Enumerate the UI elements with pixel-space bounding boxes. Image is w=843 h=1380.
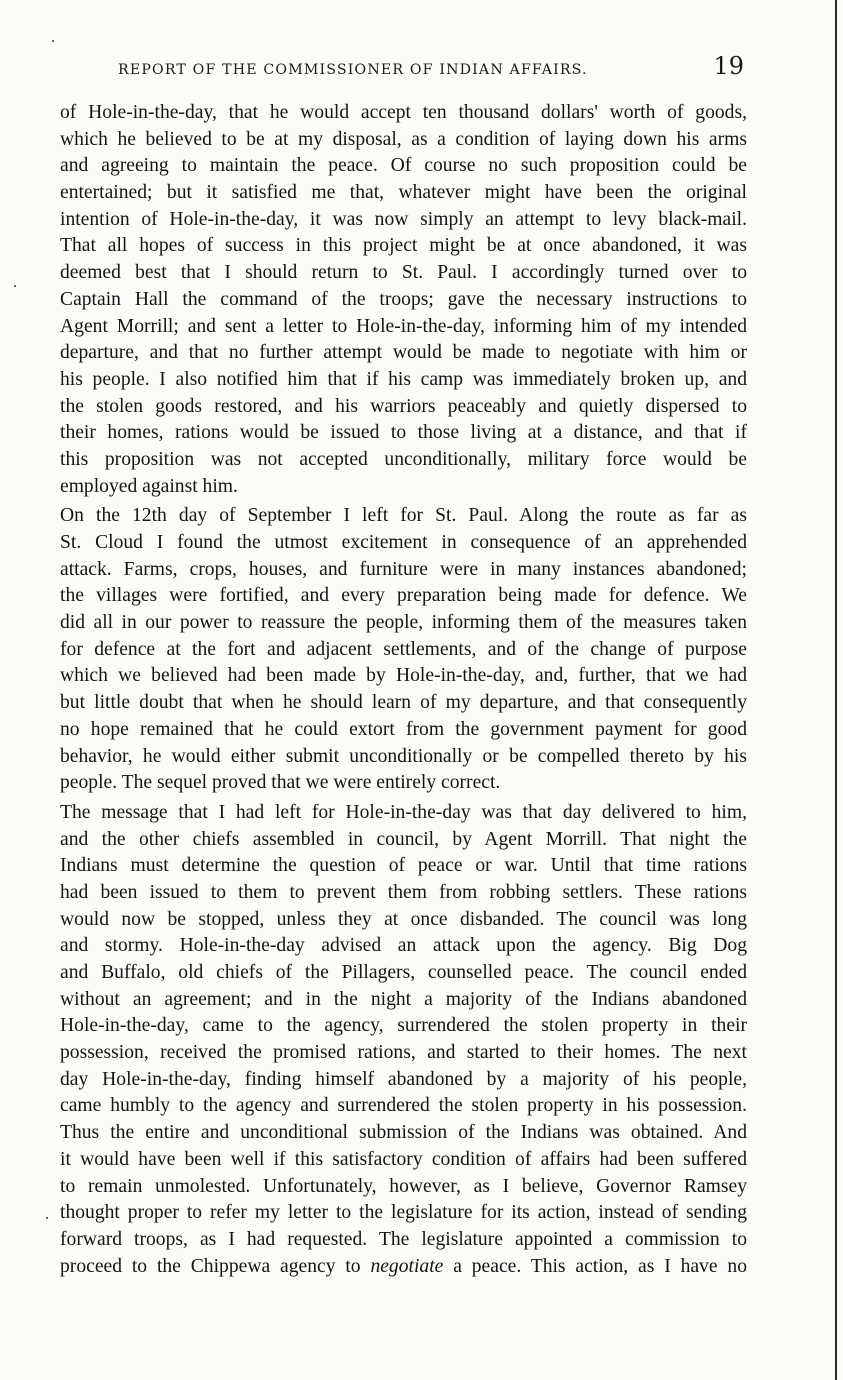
text-line: behavior, he would either submit unconditionally or be compelled thereto by his [60, 745, 747, 767]
text-line: and stormy. Hole-in-the-day advised an attack upon the agency. Big Dog [60, 935, 747, 957]
text-line: their homes, rations would be issued to those living at a distance, and that if [60, 422, 747, 444]
text-line: but little doubt that when he should learn of my departure, and that consequently [60, 692, 747, 714]
text-line: which we believed had been made by Hole-in-the-day, and, further, that we had [60, 665, 747, 687]
text-run: proceed to the Chippewa agency to [60, 1255, 371, 1277]
text-line: The message that I had left for Hole-in-the-day was that day delivered to him, [60, 801, 747, 823]
text-line: Agent Morrill; and sent a letter to Hole-in-the-day, informing him of my intended [60, 315, 747, 337]
text-line: thought proper to refer my letter to the legislature for its action, instead of sending [60, 1202, 747, 1224]
text-line: On the 12th day of September I left for St. Paul. Along the route as far as [60, 505, 747, 527]
text-line: That all hopes of success in this project might be at once abandoned, it was [60, 235, 747, 257]
page-header [60, 52, 760, 92]
text-run: a peace. This action, as I have no [443, 1255, 747, 1277]
text-line: to remain unmolested. Unfortunately, however, as I believe, Governor Ramsey [60, 1175, 747, 1197]
text-line: the stolen goods restored, and his warriors peaceably and quietly dispersed to [60, 395, 747, 417]
paragraph-2 [60, 503, 747, 797]
text-line: Thus the entire and unconditional submission of the Indians was obtained. And [60, 1122, 747, 1144]
text-line: it would have been well if this satisfactory condition of affairs had been suffered [60, 1148, 747, 1170]
text-line: possession, received the promised rations, and started to their homes. The next [60, 1042, 747, 1064]
text-line: deemed best that I should return to St. Paul. I accordingly turned over to [60, 262, 747, 284]
text-line: did all in our power to reassure the people, informing them of the measures taken [60, 612, 747, 634]
italic-word: negotiate [370, 1255, 444, 1277]
running-head: REPORT OF THE COMMISSIONER OF INDIAN AFFAIRS. [118, 62, 588, 78]
body-text [60, 100, 747, 1280]
text-line: entertained; but it satisfied me that, whatever might have been the original [60, 182, 747, 204]
text-line: and the other chiefs assembled in council, by Agent Morrill. That night the [60, 828, 747, 850]
text-line: Captain Hall the command of the troops; gave the necessary instructions to [60, 288, 747, 310]
text-line: the villages were fortified, and every preparation being made for defence. We [60, 585, 747, 607]
paragraph-3 [60, 800, 747, 1280]
print-speck [46, 1217, 48, 1219]
page-number: 19 [713, 52, 744, 80]
text-line: and agreeing to maintain the peace. Of course no such proposition could be [60, 155, 747, 177]
text-line: departure, and that no further attempt would be made to negotiate with him or [60, 342, 747, 364]
text-line: no hope remained that he could extort from the government payment for good [60, 718, 747, 740]
print-speck [52, 40, 54, 42]
text-line: day Hole-in-the-day, finding himself abandoned by a majority of his people, [60, 1068, 747, 1090]
text-line: Hole-in-the-day, came to the agency, surrendered the stolen property in their [60, 1015, 747, 1037]
print-speck [14, 285, 16, 287]
text-line: St. Cloud I found the utmost excitement in consequence of an apprehended [60, 532, 747, 553]
text-line: intention of Hole-in-the-day, it was now simply an attempt to levy black-mail. [60, 208, 747, 230]
text-line: attack. Farms, crops, houses, and furniture were in many instances abandoned; [60, 558, 747, 580]
text-line: for defence at the fort and adjacent settlements, and of the change of purpose [60, 638, 747, 660]
page-edge [835, 0, 837, 1380]
text-line: his people. I also notified him that if his camp was immediately broken up, and [60, 368, 747, 390]
text-line: which he believed to be at my disposal, as a condition of laying down his arms [60, 128, 747, 150]
paragraph-1 [60, 100, 747, 500]
text-line: came humbly to the agency and surrendered the stolen property in his possession. [60, 1095, 747, 1117]
text-line: employed against him. [60, 475, 238, 497]
text-line: forward troops, as I had requested. The legislature appointed a commission to [60, 1228, 747, 1250]
text-line-final [60, 1254, 747, 1281]
text-line: of Hole-in-the-day, that he would accept ten thousand dollars' worth of goods, [60, 102, 747, 123]
text-line: this proposition was not accepted unconditionally, military force would be [60, 448, 747, 470]
text-line: Indians must determine the question of peace or war. Until that time rations [60, 855, 747, 877]
text-line: people. The sequel proved that we were entirely correct. [60, 772, 501, 794]
text-line: and Buffalo, old chiefs of the Pillagers, counselled peace. The council ended [60, 962, 747, 983]
text-line: had been issued to them to prevent them from robbing settlers. These rations [60, 881, 747, 903]
text-line: would now be stopped, unless they at once disbanded. The council was long [60, 908, 747, 930]
text-line: without an agreement; and in the night a majority of the Indians abandoned [60, 988, 747, 1010]
